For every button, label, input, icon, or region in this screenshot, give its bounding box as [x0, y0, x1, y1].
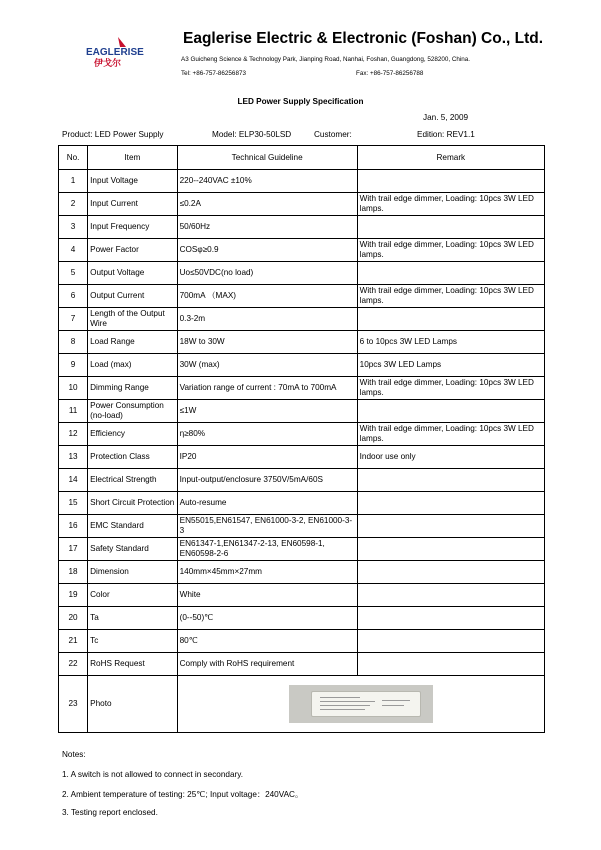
- cell-guideline: 30W (max): [177, 354, 357, 377]
- cell-remark: [357, 400, 544, 423]
- cell-item: Photo: [88, 676, 177, 733]
- table-row: [59, 308, 545, 331]
- cell-item: Dimension: [88, 561, 177, 584]
- cell-remark: [357, 469, 544, 492]
- cell-item: EMC Standard: [88, 515, 177, 538]
- cell-item: Tc: [88, 630, 177, 653]
- cell-no: 12: [59, 423, 88, 446]
- cell-remark: [357, 308, 544, 331]
- cell-item: Ta: [88, 607, 177, 630]
- cell-guideline: η≥80%: [177, 423, 357, 446]
- cell-guideline: 50/60Hz: [177, 216, 357, 239]
- cell-no: 16: [59, 515, 88, 538]
- company-tel: Tel: +86-757-86256873: [181, 70, 246, 77]
- header-item: Item: [88, 146, 177, 170]
- table-row: [59, 400, 545, 423]
- table-row: [59, 676, 545, 733]
- cell-no: 15: [59, 492, 88, 515]
- notes-heading: Notes:: [62, 750, 86, 759]
- header-remark: Remark: [357, 146, 544, 170]
- customer-label: Customer:: [314, 130, 352, 139]
- cell-remark: 10pcs 3W LED Lamps: [357, 354, 544, 377]
- logo-chinese-name: 伊戈尔: [94, 59, 122, 69]
- cell-no: 22: [59, 653, 88, 676]
- cell-item: Length of the Output Wire: [88, 308, 177, 331]
- table-row: [59, 515, 545, 538]
- cell-remark: With trail edge dimmer, Loading: 10pcs 3W LED lamps.: [357, 193, 544, 216]
- cell-remark: With trail edge dimmer, Loading: 10pcs 3W LED lamps.: [357, 239, 544, 262]
- cell-no: 1: [59, 170, 88, 193]
- cell-guideline: Input-output/enclosure 3750V/5mA/60S: [177, 469, 357, 492]
- cell-remark: With trail edge dimmer, Loading: 10pcs 3W LED lamps.: [357, 377, 544, 400]
- power-supply-image: [311, 691, 421, 717]
- spec-table: [58, 145, 545, 733]
- cell-no: 13: [59, 446, 88, 469]
- cell-remark: [357, 492, 544, 515]
- cell-guideline: Auto-resume: [177, 492, 357, 515]
- cell-guideline: ≤1W: [177, 400, 357, 423]
- cell-no: 20: [59, 607, 88, 630]
- table-row: [59, 285, 545, 308]
- table-row: [59, 492, 545, 515]
- cell-item: Protection Class: [88, 446, 177, 469]
- cell-no: 10: [59, 377, 88, 400]
- cell-remark: [357, 584, 544, 607]
- table-row: [59, 584, 545, 607]
- cell-remark: With trail edge dimmer, Loading: 10pcs 3W LED lamps.: [357, 285, 544, 308]
- document-title: LED Power Supply Specification: [237, 97, 364, 106]
- cell-item: Safety Standard: [88, 538, 177, 561]
- cell-guideline: White: [177, 584, 357, 607]
- table-row: [59, 331, 545, 354]
- table-row: [59, 170, 545, 193]
- cell-guideline: Variation range of current : 70mA to 700mA: [177, 377, 357, 400]
- product-label: Product: LED Power Supply: [62, 130, 164, 139]
- cell-guideline: 220--240VAC ±10%: [177, 170, 357, 193]
- cell-no: 23: [59, 676, 88, 733]
- table-row: [59, 561, 545, 584]
- company-name: Eaglerise Electric & Electronic (Foshan) Co., Ltd.: [183, 30, 544, 47]
- cell-remark: [357, 607, 544, 630]
- cell-remark: [357, 170, 544, 193]
- cell-no: 7: [59, 308, 88, 331]
- cell-item: Input Current: [88, 193, 177, 216]
- cell-no: 8: [59, 331, 88, 354]
- cell-guideline: Uo≤50VDC(no load): [177, 262, 357, 285]
- logo-eagle-icon: [118, 37, 126, 47]
- cell-guideline: 0.3-2m: [177, 308, 357, 331]
- cell-remark: [357, 561, 544, 584]
- cell-remark: Indoor use only: [357, 446, 544, 469]
- cell-no: 19: [59, 584, 88, 607]
- table-row: [59, 354, 545, 377]
- cell-remark: With trail edge dimmer, Loading: 10pcs 3W LED lamps.: [357, 423, 544, 446]
- note-item-3: 3. Testing report enclosed.: [62, 808, 158, 817]
- cell-guideline: 700mA （MAX): [177, 285, 357, 308]
- cell-remark: 6 to 10pcs 3W LED Lamps: [357, 331, 544, 354]
- logo-wordmark: EAGLERISE: [86, 47, 144, 58]
- table-row: [59, 538, 545, 561]
- cell-no: 21: [59, 630, 88, 653]
- cell-remark: [357, 538, 544, 561]
- table-row: [59, 469, 545, 492]
- cell-no: 3: [59, 216, 88, 239]
- document-date: Jan. 5, 2009: [423, 113, 469, 122]
- cell-item: Efficiency: [88, 423, 177, 446]
- company-fax: Fax: +86-757-86256788: [356, 70, 424, 77]
- cell-item: Power Consumption (no-load): [88, 400, 177, 423]
- company-address: A3 Guicheng Science & Technology Park, Jianping Road, Nanhai, Foshan, Guangdong, 528200, China.: [181, 56, 471, 63]
- header-guideline: Technical Guideline: [177, 146, 357, 170]
- cell-no: 5: [59, 262, 88, 285]
- cell-guideline: EN55015,EN61547, EN61000-3-2, EN61000-3-3: [177, 515, 357, 538]
- table-row: [59, 216, 545, 239]
- cell-guideline: (0--50)℃: [177, 607, 357, 630]
- cell-remark: [357, 216, 544, 239]
- cell-no: 6: [59, 285, 88, 308]
- table-row: [59, 423, 545, 446]
- cell-remark: [357, 515, 544, 538]
- cell-item: Color: [88, 584, 177, 607]
- cell-guideline: Comply with RoHS requirement: [177, 653, 357, 676]
- cell-no: 9: [59, 354, 88, 377]
- cell-guideline: 18W to 30W: [177, 331, 357, 354]
- table-row: [59, 446, 545, 469]
- cell-item: RoHS Request: [88, 653, 177, 676]
- cell-guideline: 80℃: [177, 630, 357, 653]
- table-row: [59, 377, 545, 400]
- table-row: [59, 262, 545, 285]
- note-item-1: 1. A switch is not allowed to connect in secondary.: [62, 770, 243, 779]
- table-header-row: [59, 146, 545, 170]
- cell-item: Short Circuit Protection: [88, 492, 177, 515]
- cell-item: Electrical Strength: [88, 469, 177, 492]
- cell-item: Input Voltage: [88, 170, 177, 193]
- note-item-2: 2. Ambient temperature of testing: 25℃; Input voltage：240VAC。: [62, 790, 304, 799]
- cell-guideline: ≤0.2A: [177, 193, 357, 216]
- cell-item: Input Frequency: [88, 216, 177, 239]
- cell-item: Output Voltage: [88, 262, 177, 285]
- cell-guideline: COSφ≥0.9: [177, 239, 357, 262]
- table-row: [59, 607, 545, 630]
- model-label: Model: ELP30-50LSD: [212, 130, 292, 139]
- cell-item: Load Range: [88, 331, 177, 354]
- cell-remark: [357, 630, 544, 653]
- table-row: [59, 653, 545, 676]
- cell-guideline: EN61347-1,EN61347-2-13, EN60598-1, EN60598-2-6: [177, 538, 357, 561]
- cell-item: Output Current: [88, 285, 177, 308]
- company-logo: [84, 33, 152, 69]
- header-no: No.: [59, 146, 88, 170]
- table-row: [59, 193, 545, 216]
- product-photo: [289, 685, 433, 723]
- edition-label: Edition: REV1.1: [417, 130, 475, 139]
- cell-no: 14: [59, 469, 88, 492]
- table-row: [59, 239, 545, 262]
- table-row: [59, 630, 545, 653]
- cell-photo: [177, 676, 544, 733]
- cell-no: 17: [59, 538, 88, 561]
- cell-item: Dimming Range: [88, 377, 177, 400]
- cell-guideline: IP20: [177, 446, 357, 469]
- cell-no: 11: [59, 400, 88, 423]
- cell-item: Power Factor: [88, 239, 177, 262]
- cell-no: 18: [59, 561, 88, 584]
- cell-no: 2: [59, 193, 88, 216]
- spec-table-body: [59, 170, 545, 733]
- cell-remark: [357, 653, 544, 676]
- cell-guideline: 140mm×45mm×27mm: [177, 561, 357, 584]
- cell-remark: [357, 262, 544, 285]
- cell-no: 4: [59, 239, 88, 262]
- cell-item: Load (max): [88, 354, 177, 377]
